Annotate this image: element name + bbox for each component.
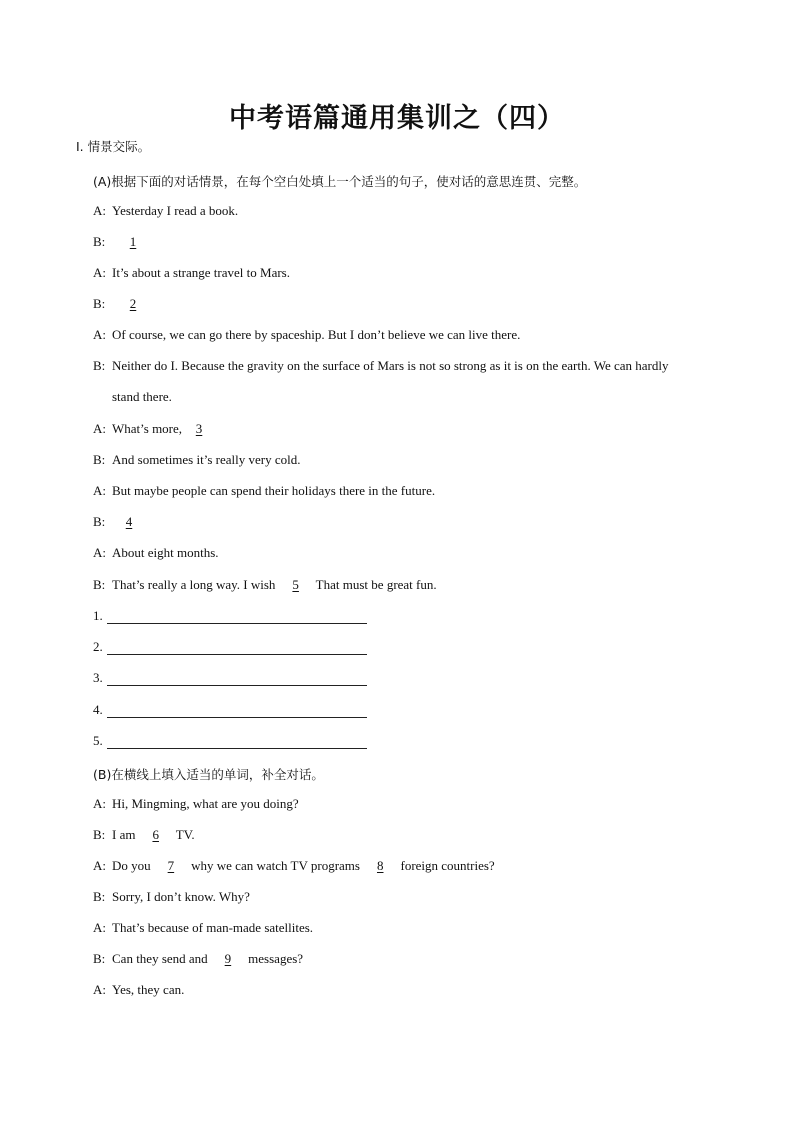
dialogue-line: A: Yesterday I read a book. [93, 203, 239, 218]
blank-1[interactable]: 1 [129, 234, 137, 249]
dialogue-line: A: Of course, we can go there by spaceship. But I don’t believe we can live there. [93, 327, 521, 342]
speaker: B: [93, 358, 106, 373]
dialogue-line-continued: stand there. [112, 389, 172, 404]
speaker: A: [93, 327, 106, 342]
dialogue-line [93, 514, 146, 530]
speaker: B: [93, 296, 106, 311]
speaker: B: [93, 234, 106, 249]
speaker: B: [93, 889, 106, 904]
page-title: 中考语篇通用集训之（四） [229, 103, 565, 134]
answer-line[interactable]: 2. [93, 639, 103, 655]
speaker: A: [93, 545, 106, 560]
speaker: A: [93, 982, 106, 997]
answer-line[interactable]: 5. [93, 733, 103, 749]
dialogue-line: A: That’s because of man-made satellites. [93, 920, 314, 935]
section-heading: Ⅰ. 情景交际。 [76, 139, 151, 154]
dialogue-line: B: Can they send and 9 messages? [93, 951, 304, 966]
dialogue-line: A: It’s about a strange travel to Mars. [93, 265, 290, 280]
blank-5[interactable]: 5 [292, 577, 299, 592]
speaker: A: [93, 796, 106, 811]
blank-7[interactable]: 7 [167, 858, 175, 873]
speaker: B: [93, 951, 106, 966]
dialogue-line: A: Do you 7 why we can watch TV programs 8 foreign countries? [93, 858, 495, 873]
answer-line[interactable]: 3. [93, 670, 103, 686]
dialogue-line: B: And sometimes it’s really very cold. [93, 452, 301, 467]
dialogue-line: A: Yes, they can. [93, 982, 185, 997]
blank-9[interactable]: 9 [224, 951, 232, 966]
dialogue-line: B: Sorry, I don’t know. Why? [93, 889, 250, 904]
speaker: B: [93, 452, 106, 467]
speaker: B: [93, 577, 106, 592]
speaker: A: [93, 483, 106, 498]
dialogue-line: A: What’s more, 3 [93, 421, 216, 437]
speaker: A: [93, 858, 106, 873]
speaker: A: [93, 920, 106, 935]
dialogue-line: B: Neither do I. Because the gravity on the surface of Mars is not so strong as it is on the earth. We can hardly [93, 358, 669, 373]
blank-4[interactable]: 4 [125, 514, 133, 529]
speaker: A: [93, 203, 106, 218]
speaker: B: [93, 514, 106, 529]
dialogue-line: A: About eight months. [93, 545, 219, 560]
blank-2[interactable]: 2 [129, 296, 137, 311]
speaker: A: [93, 421, 106, 436]
dialogue-line [93, 296, 150, 312]
answer-line[interactable]: 4. [93, 702, 103, 718]
answer-line[interactable]: 1. [93, 608, 103, 624]
part-b-instruction: (B)在横线上填入适当的单词，补全对话。 [93, 767, 324, 782]
dialogue-line: B: That’s really a long way. I wish 5 That must be great fun. [93, 577, 437, 592]
blank-8[interactable]: 8 [376, 858, 384, 873]
speaker: A: [93, 265, 106, 280]
part-a-instruction: (A)根据下面的对话情景，在每个空白处填上一个适当的句子，使对话的意思连贯、完整。 [93, 174, 587, 189]
speaker: B: [93, 827, 106, 842]
dialogue-line: A: But maybe people can spend their holidays there in the future. [93, 483, 436, 498]
blank-6[interactable]: 6 [152, 827, 159, 842]
dialogue-line: B: I am 6 TV. [93, 827, 195, 842]
dialogue-line [93, 234, 150, 250]
dialogue-line: A: Hi, Mingming, what are you doing? [93, 796, 299, 811]
blank-3[interactable]: 3 [195, 421, 203, 436]
